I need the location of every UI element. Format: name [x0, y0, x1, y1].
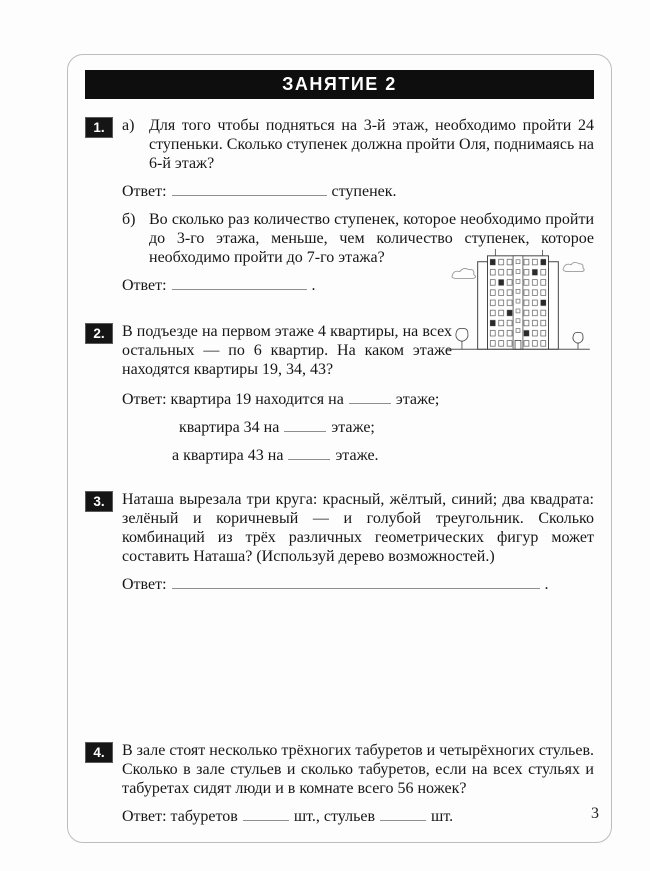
problem-4-body	[122, 741, 594, 835]
answer-suffix: .	[544, 576, 549, 593]
problem-1-number-badge: 1.	[85, 117, 113, 138]
problem-4-answer-row	[122, 807, 594, 826]
part-a-label: а)	[122, 117, 135, 134]
problem-3-body	[122, 490, 594, 603]
problem-3-section	[85, 490, 594, 603]
part-b-label: б)	[122, 211, 136, 228]
answer-blank	[172, 277, 307, 290]
answer-blank	[243, 808, 289, 821]
answer-prefix: квартира 19 находится на	[170, 391, 344, 408]
problem-4-text: В зале стоят несколько трёхногих табуретов и четырёхногих стульев. Сколько в зале стульев и сколько табуретов, если на всех стульях и табуретах сидят люди и в комнате всего 56 ножек?	[122, 742, 594, 797]
answer-suffix: этаже;	[395, 391, 440, 408]
answer-label: Ответ:	[122, 277, 167, 294]
answer-prefix: а квартира 43 на	[172, 447, 284, 464]
answer-prefix: квартира 34 на	[179, 419, 280, 436]
apartment-building-illustration	[444, 246, 592, 366]
problem-2-answer-row-1	[122, 390, 594, 409]
answer-blank	[172, 576, 540, 589]
answer-suffix: этаже;	[331, 419, 375, 436]
problem-3-answer-row	[122, 575, 594, 594]
answer-blank	[284, 419, 326, 432]
problem-3-text: Наташа вырезала три круга: красный, жёлтый, синий; два квадрата: зелёный и коричневый — и голубой треугольник. Сколько комбинаций из трёх различных геометрических фигур может составить Наташа? (Используй дерево возможностей.)	[122, 491, 594, 565]
part-b-text: Во сколько раз количество ступенек, которое необходимо пройти до 3-го этажа, меньше, чем количество ступенек, которое необходимо пройти до 7-го этажа?	[149, 211, 594, 266]
answer-item-1-unit: шт.,	[293, 808, 320, 825]
problem-2-number-badge: 2.	[85, 323, 113, 344]
lesson-title: ЗАНЯТИЕ 2	[282, 74, 397, 94]
page-number: 3	[591, 805, 599, 822]
answer-item-2-label: стульев	[323, 808, 376, 825]
answer-suffix: ступенек.	[331, 183, 397, 200]
answer-blank	[349, 391, 391, 404]
problem-3-number-badge: 3.	[85, 491, 113, 512]
answer-item-1-label: табуретов	[170, 808, 238, 825]
answer-item-2-unit: шт.	[431, 808, 454, 825]
problem-4-number-badge: 4.	[85, 742, 113, 763]
problem-2-answer-row-2	[179, 418, 594, 437]
problem-1-part-a	[122, 116, 594, 173]
part-a-text: Для того чтобы подняться на 3-й этаж, необходимо пройти 24 ступеньки. Сколько ступенек должна пройти Оля, поднимаясь на 6-й этаж?	[149, 117, 594, 172]
answer-blank	[172, 183, 327, 196]
problem-2-answer-row-3	[172, 446, 594, 465]
answer-blank	[288, 447, 330, 460]
answer-blank	[380, 808, 426, 821]
problem-4-section	[85, 741, 594, 835]
answer-suffix: этаже.	[335, 447, 379, 464]
answer-suffix: .	[311, 277, 316, 294]
part-a-answer-row	[122, 182, 594, 201]
answer-label: Ответ:	[122, 391, 167, 408]
answer-label: Ответ:	[122, 183, 167, 200]
lesson-header-bar	[85, 70, 594, 99]
answer-label: Ответ:	[122, 576, 167, 593]
page-content	[85, 70, 594, 835]
answer-label: Ответ:	[122, 808, 167, 825]
problem-2-text: В подъезде на первом этаже 4 квартиры, на всех остальных — по 6 квартир. На каком этаже находятся квартиры 19, 34, 43?	[122, 323, 452, 378]
